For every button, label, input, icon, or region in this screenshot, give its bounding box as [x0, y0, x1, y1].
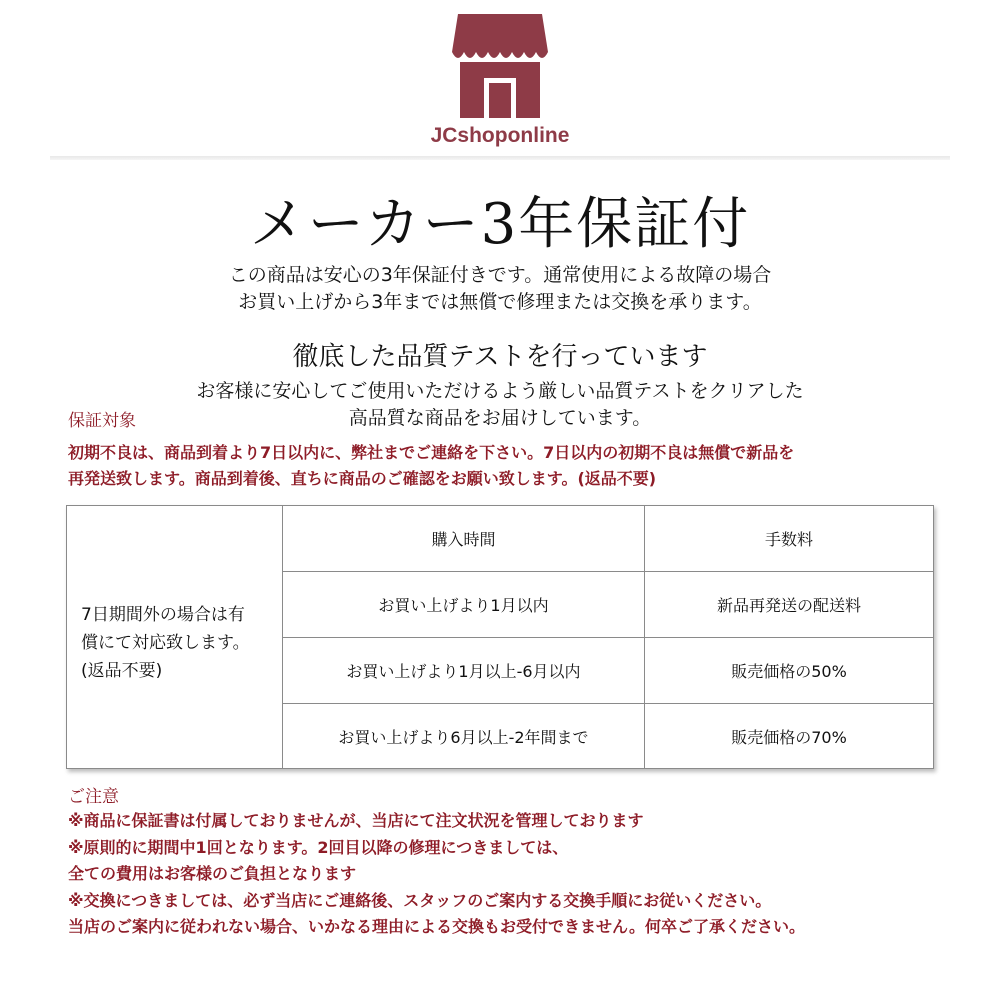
divider: [50, 156, 950, 160]
table-left-cell: 7日期間外の場合は有 償にて対応致します。 (返品不要): [67, 506, 283, 768]
note-line: 全ての費用はお客様のご負担となります: [68, 864, 357, 883]
page-title: メーカー3年保証付: [249, 192, 751, 257]
table-row: 販売価格の70%: [731, 727, 847, 747]
quality-heading: 徹底した品質テストを行っています: [292, 342, 708, 372]
notes: [68, 808, 968, 941]
fee-table: [66, 505, 934, 769]
table-row: 販売価格の50%: [645, 638, 933, 704]
table-row: 新品再発送の配送料: [645, 572, 933, 638]
storefront-icon: [450, 12, 550, 122]
intro-line-1: この商品は安心の3年保証付きです。通常使用による故障の場合: [228, 264, 772, 286]
warranty-text-2: 再発送致します。商品到着後、直ちに商品のご確認をお願い致します。(返品不要): [68, 469, 657, 488]
header-fee: 手数料: [645, 506, 933, 572]
intro-line-2: お買い上げから3年までは無償で修理または交換を承ります。: [238, 291, 762, 313]
quality-line-2: 高品質な商品をお届けしています。: [348, 407, 652, 429]
table-row: お買い上げより1月以内: [283, 572, 645, 638]
quality-line-1: お客様に安心してご使用いただけるよう厳しい品質テストをクリアした: [196, 380, 804, 402]
warranty-text-1: 初期不良は、商品到着より7日以内に、弊社までご連絡を下さい。7日以内の初期不良は無償で新品を: [68, 443, 795, 462]
note-line: ※交換につきましては、必ず当店にご連絡後、スタッフのご案内する交換手順にお従いください。: [68, 890, 772, 910]
logo: [0, 12, 1000, 122]
header-purchase-time: 購入時間: [283, 506, 645, 572]
warranty-label: 保証対象: [68, 411, 136, 431]
brand-name: JCshoponline: [430, 124, 570, 147]
notes-title: ご注意: [68, 787, 119, 807]
table-row: お買い上げより1月以上-6月以内: [283, 638, 645, 704]
note-line: ※原則的に期間中1回となります。2回目以降の修理につきましては、: [68, 837, 569, 857]
table-row: お買い上げより6月以上-2年間まで: [283, 704, 645, 768]
note-line: 当店のご案内に従われない場合、いかなる理由による交換もお受付できません。何卒ご了承ください。: [68, 917, 805, 936]
note-line: ※商品に保証書は付属しておりませんが、当店にて注文状況を管理しております: [68, 811, 644, 830]
